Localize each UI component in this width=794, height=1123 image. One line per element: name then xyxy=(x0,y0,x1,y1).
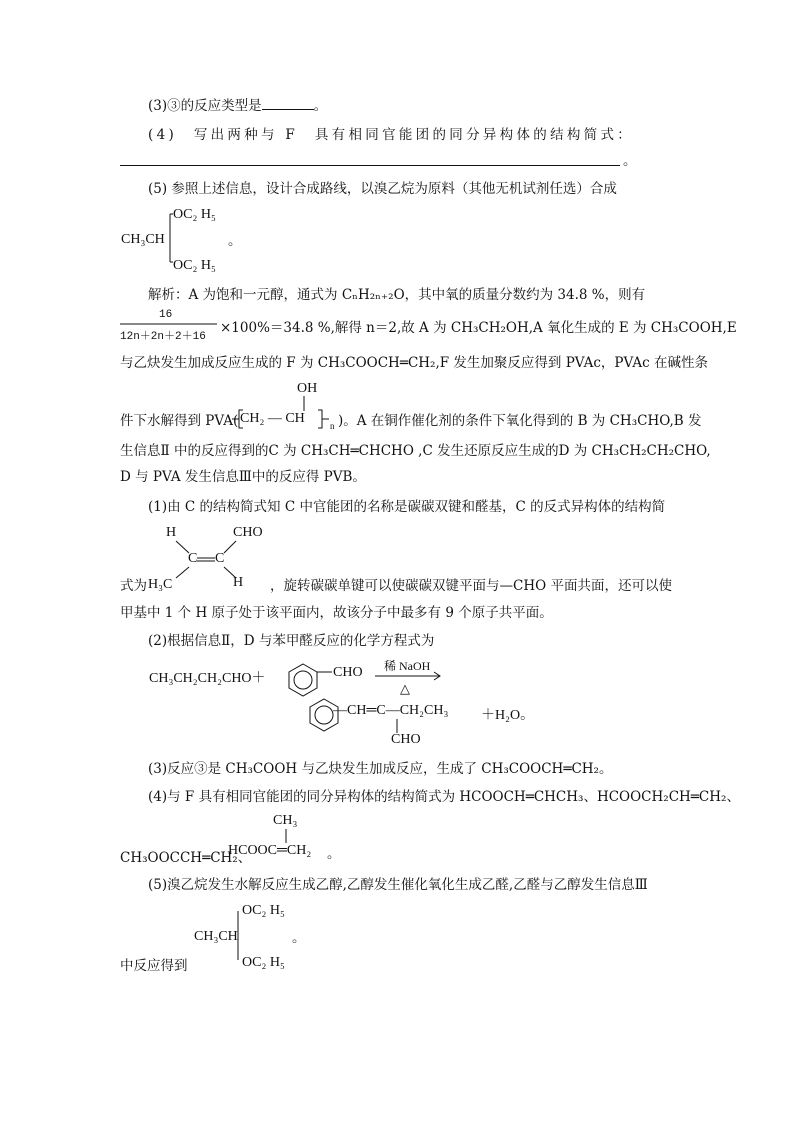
trans-c-right: C xyxy=(215,551,225,566)
trans-bond-h3c xyxy=(176,567,189,578)
q3-end: 。 xyxy=(313,98,328,114)
trans-bond-h-bottom xyxy=(224,567,236,578)
p4-line-1: (4)与 F 具有相同官能团的同分异构体的结构简式为 HCOOCH═CHCH₃、HCOOCH₂CH═CH₂、 xyxy=(148,789,740,805)
analysis-line-4a: 件下水解得到 PVA( xyxy=(120,413,239,429)
benzaldehyde-cho: CHO xyxy=(333,665,363,680)
trans-bond-h xyxy=(176,541,189,553)
analysis-line-6: D 与 PVA 发生信息Ⅲ中的反应得 PVB。 xyxy=(120,469,366,485)
condition-heat: △ xyxy=(400,681,410,696)
product-chain: —CH═C—CH₂CH₃ xyxy=(333,703,449,718)
trans-cho: CHO xyxy=(233,525,263,540)
acetal-oc2h5-top: OC₂ H₅ xyxy=(173,207,216,222)
p5-oc2h5-top: OC₂ H₅ xyxy=(242,903,285,918)
p5-oc2h5-bottom: OC₂ H₅ xyxy=(242,955,285,970)
p3-line-1: (3)反应③是 CH₃COOH 与乙炔发生加成反应，生成了 CH₃COOCH═CH₂。 xyxy=(148,761,613,777)
p4-line-2a: CH₃OOCCH═CH₂、 xyxy=(120,850,252,866)
pva-bracket-left xyxy=(239,410,243,428)
p4-hcoocch2: HCOOC═CH₂ xyxy=(228,843,312,858)
q3-label: (3)③的反应类型是 xyxy=(148,98,262,114)
benzene-aromatic-circle-product xyxy=(315,706,333,724)
condition-dilute-naoh: 稀 NaOH xyxy=(384,659,431,673)
acetal-oc2h5-bottom: OC₂ H₅ xyxy=(173,258,216,273)
pva-oh: OH xyxy=(297,381,318,396)
p4-methyl: CH₃ xyxy=(273,813,298,828)
q5-line: (5) 参照上述信息，设计合成路线，以溴乙烷为原料（其他无机试剂任选）合成 xyxy=(148,181,617,197)
acetal-ch3ch: CH₃CH xyxy=(121,232,165,247)
analysis-line-3: 与乙炔发生加成反应生成的 F 为 CH₃COOCH═CH₂,F 发生加聚反应得到 PVAc，PVAc 在碱性条 xyxy=(120,355,708,371)
p1-line-1: (1)由 C 的结构简式知 C 中官能团的名称是碳碳双键和醛基，C 的反式异构体的结构简 xyxy=(148,499,666,515)
trans-h-bottom: H xyxy=(233,575,244,590)
product-tail: ＋H₂O。 xyxy=(481,708,535,723)
trans-c-left: C xyxy=(188,551,198,566)
reactant-butanal: CH₃CH₂CH₂CHO＋ xyxy=(149,671,266,686)
p4-line-2-end: 。 xyxy=(327,846,341,862)
product-cho: CHO xyxy=(391,732,421,747)
fraction-numerator: 16 xyxy=(159,309,173,321)
trans-bond-cho xyxy=(224,541,236,553)
p5-end: 。 xyxy=(292,930,306,946)
p5-line-1: (5)溴乙烷发生水解反应生成乙醇,乙醇发生催化氧化生成乙醛,乙醛与乙醇发生信息Ⅲ xyxy=(148,877,648,893)
benzene-aromatic-circle-reactant xyxy=(294,671,312,689)
benzene-ring-reactant xyxy=(289,664,317,696)
p5-ch3ch: CH₃CH xyxy=(194,929,238,944)
fraction-denominator: 12n＋2n＋2＋16 xyxy=(120,331,206,343)
trans-h-top: H xyxy=(166,525,177,540)
analysis-line-4b: )。A 在铜作催化剂的条件下氧化得到的 B 为 CH₃CHO,B 发 xyxy=(338,413,702,429)
p1-line-2b: ，旋转碳碳单键可以使碳碳双键平面与—CHO 平面共面，还可以使 xyxy=(270,578,672,594)
pva-chain: CH₂ — CH xyxy=(240,411,305,426)
pva-bracket-right xyxy=(318,410,322,428)
q4-end: 。 xyxy=(623,153,637,169)
p1-line-2a: 式为 xyxy=(120,578,147,594)
p5-line-2: 中反应得到 xyxy=(120,958,188,974)
pva-subscript-n: n xyxy=(330,421,335,431)
analysis-line-5: 生信息Ⅱ 中的反应得到的C 为 CH₃CH═CHCHO ,C 发生还原反应生成的D 为 CH₃CH₂CH₂CHO, xyxy=(120,443,711,459)
acetal-end: 。 xyxy=(228,233,242,249)
p2-line-1: (2)根据信息Ⅱ，D 与苯甲醛反应的化学方程式为 xyxy=(148,633,435,649)
benzene-ring-product xyxy=(310,699,338,731)
q4-label: (4) 写出两种与 F 具有相同官能团的同分异构体的结构简式： xyxy=(148,127,635,143)
analysis-line-1: 解析：A 为饱和一元醇，通式为 CₙH₂ₙ₊₂O，其中氧的质量分数约为 34.8 %，则有 xyxy=(148,287,646,303)
trans-h3c: H₃C xyxy=(148,577,173,592)
analysis-line-2: ×100%＝34.8 %,解得 n＝2,故 A 为 CH₃CH₂OH,A 氧化生成的 E 为 CH₃COOH,E xyxy=(220,320,737,336)
p1-line-3: 甲基中 1 个 H 原子处于该平面内，故该分子中最多有 9 个原子共平面。 xyxy=(120,605,553,621)
